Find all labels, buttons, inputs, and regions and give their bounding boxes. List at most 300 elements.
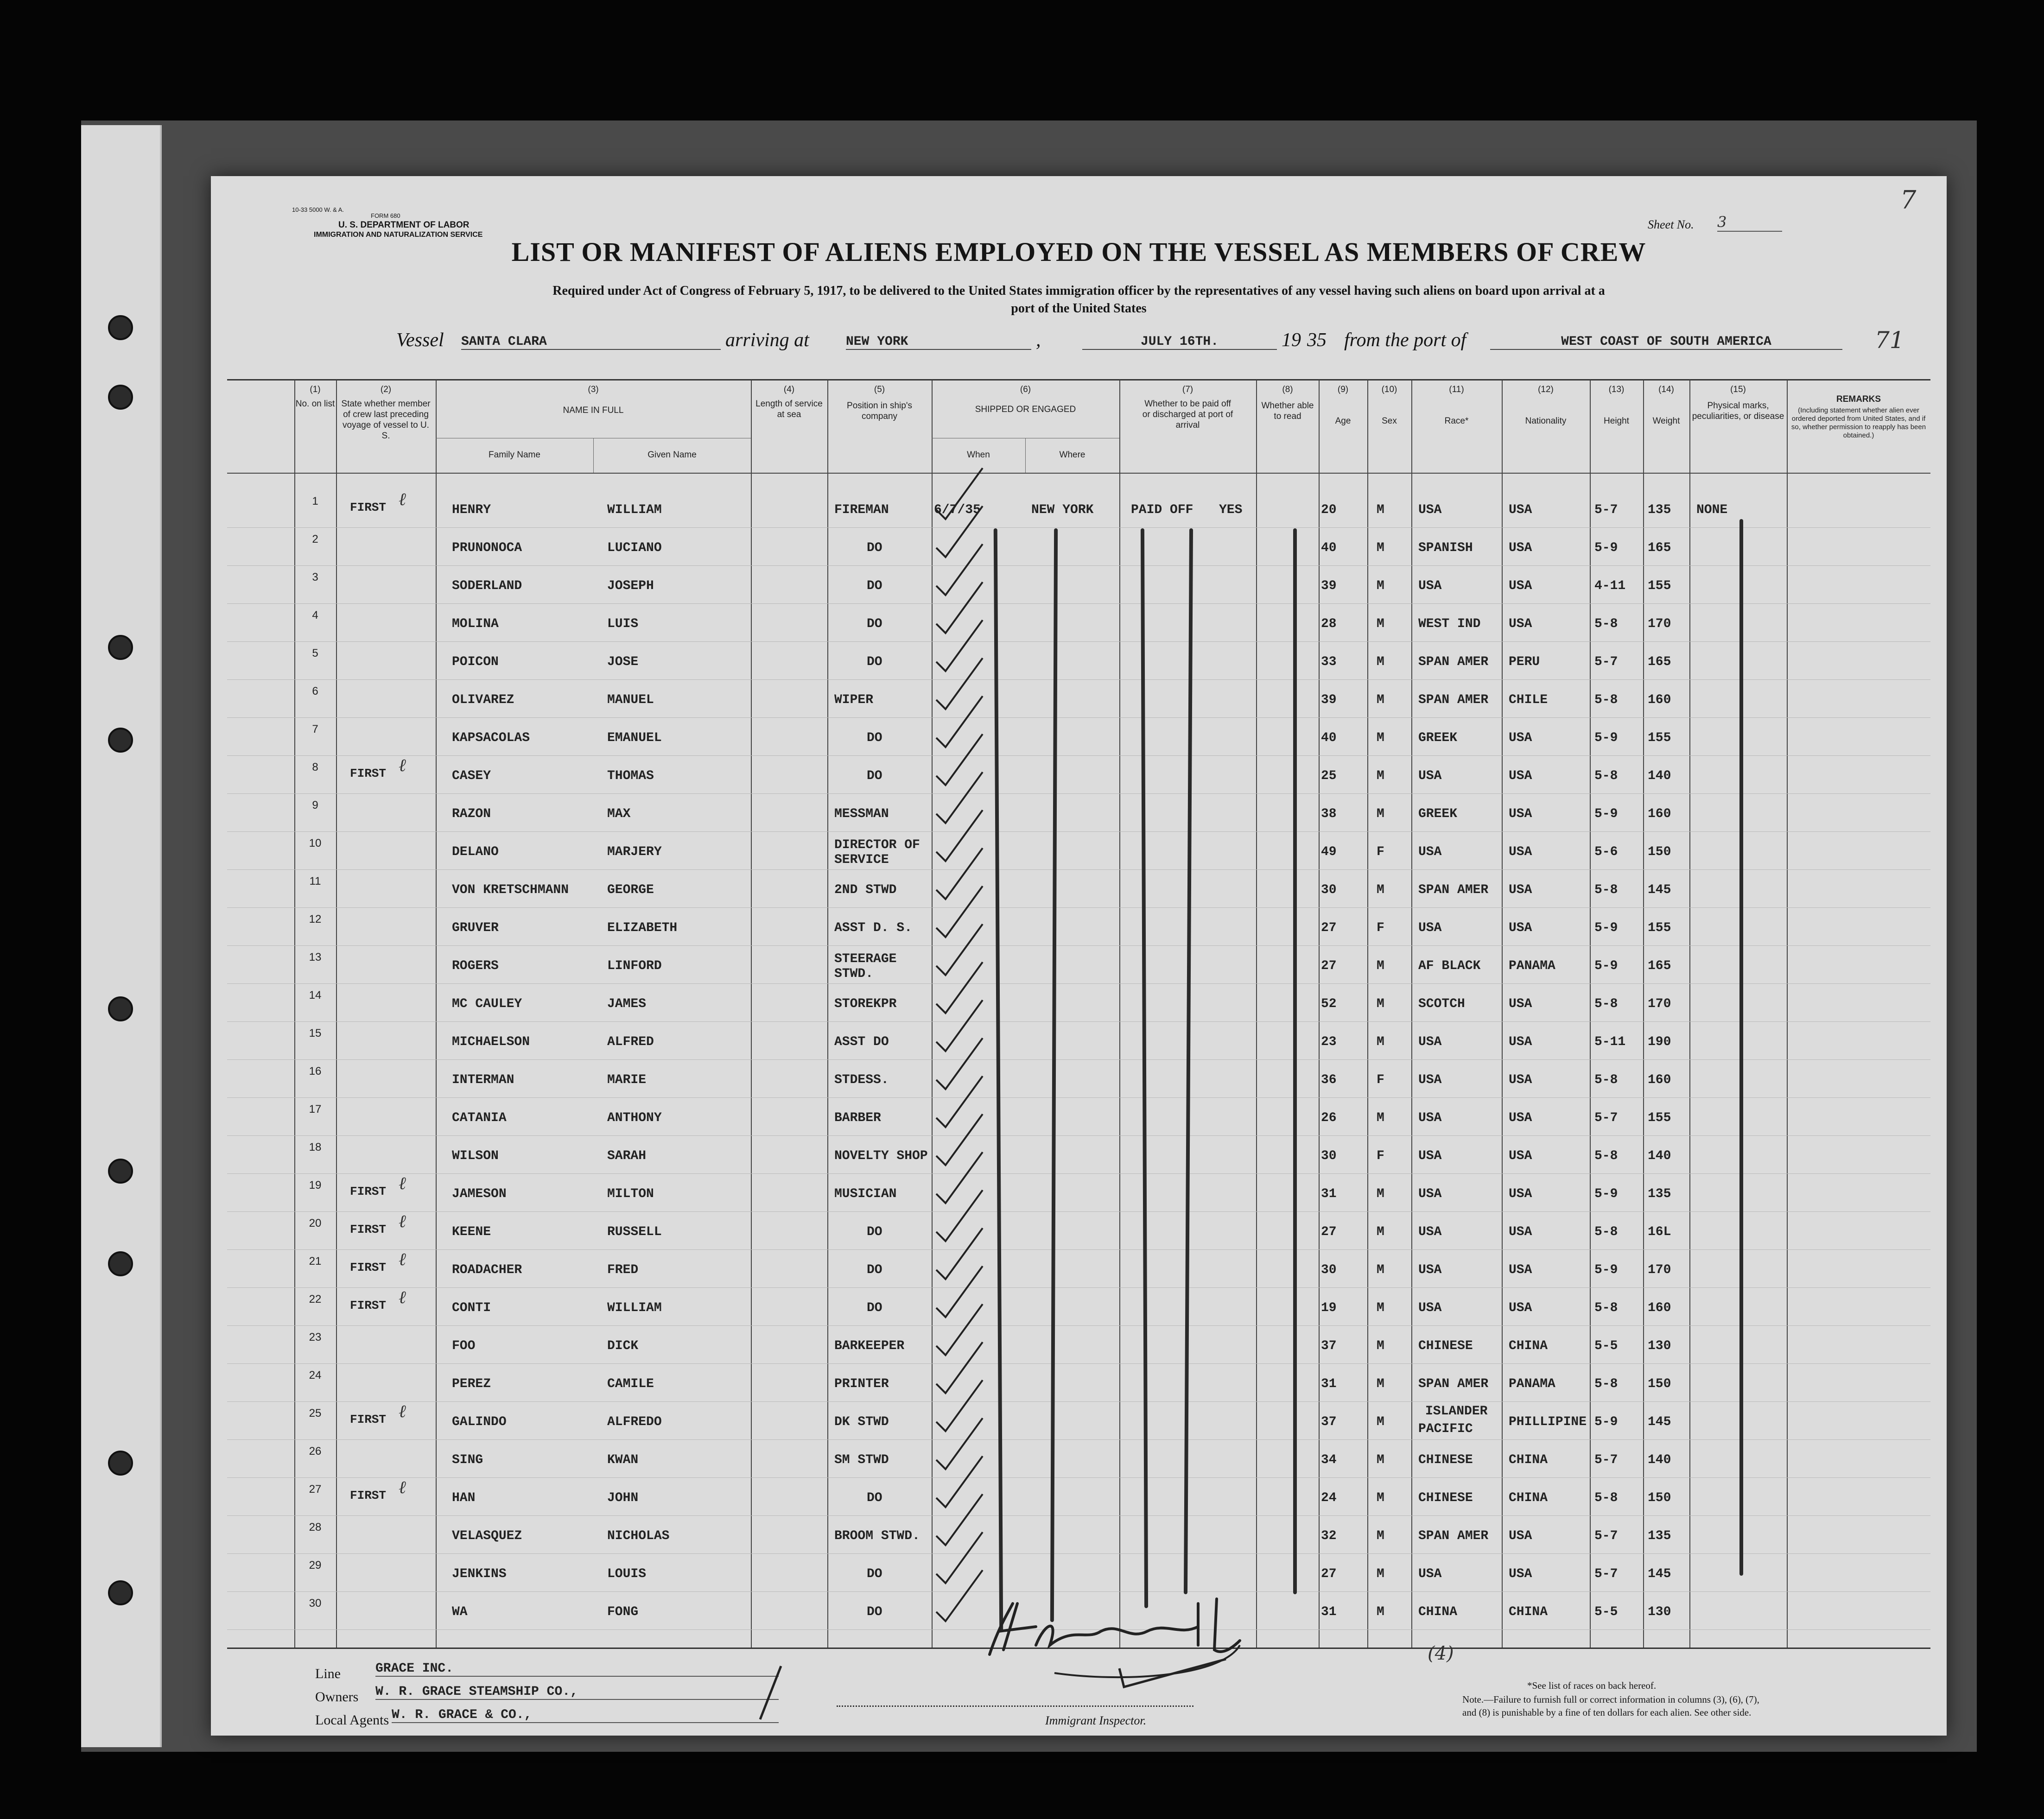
cell-weight: 16L [1648, 1225, 1671, 1239]
cell-height: 5-8 [1594, 883, 1618, 897]
cell-given: WILLIAM [607, 1301, 662, 1315]
cell-sex: M [1377, 1453, 1384, 1467]
ditto-mark-read [1293, 528, 1297, 1594]
handwritten-initial: ℓ [399, 1211, 406, 1231]
row-rule [227, 869, 1930, 870]
col-header-race: Race* [1444, 416, 1469, 426]
cell-nat: PANAMA [1509, 959, 1555, 973]
cell-family: CASEY [452, 769, 491, 783]
col-number: (5) [874, 385, 885, 394]
cell-race: USA [1418, 1567, 1442, 1581]
cell-weight: 165 [1648, 655, 1671, 669]
cell-given: ALFREDO [607, 1415, 662, 1429]
cell-family: MC CAULEY [452, 997, 522, 1011]
cell-sex: M [1377, 1263, 1384, 1277]
cell-sex: M [1377, 617, 1384, 631]
cell-position: DO [867, 1263, 882, 1277]
row-rule [227, 1477, 1930, 1478]
cell-race: CHINESE [1418, 1339, 1473, 1353]
cell-family: CONTI [452, 1301, 491, 1315]
cell-nat: PANAMA [1509, 1377, 1555, 1391]
cell-race: USA [1418, 1187, 1442, 1201]
cell-age: 34 [1321, 1453, 1337, 1467]
handwritten-initial: ℓ [399, 1173, 406, 1193]
cell-sex: F [1377, 921, 1384, 935]
cell-age: 28 [1321, 617, 1337, 631]
row-number: 4 [312, 609, 318, 621]
cell-age: 38 [1321, 807, 1337, 821]
cell-given: MARJERY [607, 845, 662, 859]
cell-race: USA [1418, 579, 1442, 593]
cell-family: KAPSACOLAS [452, 731, 530, 745]
cell-race: GREEK [1418, 731, 1458, 745]
service: IMMIGRATION AND NATURALIZATION SERVICE [314, 231, 483, 239]
cell-given: MANUEL [607, 693, 654, 707]
row-rule [227, 1439, 1930, 1440]
cell-family: HENRY [452, 503, 491, 517]
row-number: 24 [309, 1369, 322, 1382]
cell-family: SODERLAND [452, 579, 522, 593]
col-header-age: Age [1335, 416, 1351, 426]
col-number: (13) [1608, 385, 1625, 394]
cell-weight: 160 [1648, 1301, 1671, 1315]
row-rule [227, 527, 1930, 528]
row-number: 17 [309, 1103, 322, 1115]
punch-hole [108, 635, 133, 660]
cell-weight: 155 [1648, 579, 1671, 593]
cell-weight: 145 [1648, 1567, 1671, 1581]
row-rule [227, 1249, 1930, 1250]
cell-height: 5-5 [1594, 1339, 1618, 1353]
cell-position: SM STWD [834, 1453, 889, 1467]
last-voyage-value: FIRST [350, 1489, 387, 1502]
cell-height: 5-8 [1594, 769, 1618, 783]
col-number: (7) [1182, 385, 1193, 394]
cell-position: DO [867, 541, 882, 555]
col-number: (3) [588, 385, 599, 394]
row-number: 27 [309, 1483, 322, 1496]
cell-sex: M [1377, 1605, 1384, 1619]
ditto-mark-paid [1141, 528, 1148, 1608]
handwritten-initial: ℓ [399, 755, 406, 775]
cell-height: 5-8 [1594, 693, 1618, 707]
cell-height: 5-8 [1594, 1149, 1618, 1163]
cell-nat: USA [1509, 1111, 1532, 1125]
cell-family: SING [452, 1453, 483, 1467]
inspector-signature-line [837, 1705, 1193, 1707]
cell-position: NOVELTY SHOP [834, 1149, 928, 1163]
cell-race: USA [1418, 1073, 1442, 1087]
row-number: 30 [309, 1597, 322, 1610]
cell-race: AF BLACK [1418, 959, 1481, 973]
punch-hole [108, 996, 133, 1021]
cell-nat: USA [1509, 807, 1532, 821]
cell-given: ALFRED [607, 1035, 654, 1049]
corner-mark: 7 [1900, 185, 1917, 215]
cell-weight: 150 [1648, 1377, 1671, 1391]
check-mark-icon [934, 1568, 985, 1623]
cell-given: MAX [607, 807, 631, 821]
arrival-date: JULY 16TH. [1082, 335, 1277, 350]
cell-race: USA [1418, 845, 1442, 859]
cell-sex: M [1377, 807, 1384, 821]
cell-weight: 190 [1648, 1035, 1671, 1049]
cell-position: BARBER [834, 1111, 881, 1125]
cell-age: 37 [1321, 1339, 1337, 1353]
cell-family: WA [452, 1605, 468, 1619]
cell-height: 5-8 [1594, 617, 1618, 631]
handwritten-initial: ℓ [399, 1249, 406, 1269]
cell-position: DO [867, 1567, 882, 1581]
cell-sex: M [1377, 1377, 1384, 1391]
cell-position: DO [867, 617, 882, 631]
col-header-remarks-detail: (Including statement whether alien ever ordered deported from United States, and if so, whether permission to reapply has been obtained.) [1791, 406, 1926, 439]
cell-nat: PHILLIPINE [1509, 1415, 1587, 1429]
binder-strip [81, 125, 162, 1747]
cell-weight: 160 [1648, 1073, 1671, 1087]
row-rule [227, 1021, 1930, 1022]
cell-race: WEST IND [1418, 617, 1481, 631]
cell-height: 5-9 [1594, 731, 1618, 745]
vessel-name: SANTA CLARA [461, 335, 721, 350]
row-rule [227, 793, 1930, 794]
cell-weight: 155 [1648, 1111, 1671, 1125]
col-header-last-voyage: State whether member of crew last preceding voyage of vessel to U. S. [341, 399, 431, 441]
cell-position: WIPER [834, 693, 874, 707]
cell-weight: 150 [1648, 845, 1671, 859]
arriving-label: arriving at [725, 330, 809, 351]
cell-nat: CHINA [1509, 1453, 1548, 1467]
row-number: 7 [312, 723, 318, 735]
cell-given: FONG [607, 1605, 639, 1619]
cell-weight: 155 [1648, 731, 1671, 745]
cell-given: ANTHONY [607, 1111, 662, 1125]
punch-hole [108, 385, 133, 410]
cell-family: WILSON [452, 1149, 499, 1163]
last-voyage-value: FIRST [350, 1413, 387, 1426]
ditto-mark-when [994, 528, 1003, 1631]
cell-given: MARIE [607, 1073, 647, 1087]
cell-weight: 130 [1648, 1339, 1671, 1353]
cell-family: GRUVER [452, 921, 499, 935]
row-rule [227, 1287, 1930, 1288]
vessel-label: Vessel [396, 330, 444, 351]
table-top-rule [227, 379, 1930, 380]
agents-label: Local Agents [315, 1712, 389, 1728]
handwritten-initial: ℓ [399, 1477, 406, 1497]
subtitle-line2: port of the United States [1011, 301, 1147, 316]
cell-age: 36 [1321, 1073, 1337, 1087]
cell-when: 6/7/35 [934, 503, 981, 517]
cell-given: JOSEPH [607, 579, 654, 593]
cell-nat: USA [1509, 769, 1532, 783]
cell-family: JAMESON [452, 1187, 507, 1201]
cell-position: FIREMAN [834, 503, 889, 517]
cell-weight: 160 [1648, 807, 1671, 821]
col-number: (8) [1282, 385, 1293, 394]
cell-weight: 170 [1648, 617, 1671, 631]
row-number: 23 [309, 1331, 322, 1344]
note-line2: and (8) is punishable by a fine of ten dollars for each alien. See other side. [1462, 1707, 1752, 1718]
cell-sex: M [1377, 769, 1384, 783]
cell-nat: USA [1509, 541, 1532, 555]
row-number: 11 [309, 875, 321, 887]
col-header-family: Family Name [489, 450, 540, 460]
cell-nat: USA [1509, 1073, 1532, 1087]
cell-race: CHINA [1418, 1605, 1458, 1619]
cell-height: 5-9 [1594, 1263, 1618, 1277]
cell-family: CATANIA [452, 1111, 507, 1125]
cell-age: 20 [1321, 503, 1337, 517]
cell-weight: 135 [1648, 503, 1671, 517]
row-rule [227, 1553, 1930, 1554]
cell-family: PRUNONOCA [452, 541, 522, 555]
cell-position: BROOM STWD. [834, 1529, 920, 1543]
cell-weight: 130 [1648, 1605, 1671, 1619]
cell-nat: USA [1509, 731, 1532, 745]
cell-height: 5-7 [1594, 1111, 1618, 1125]
cell-height: 5-8 [1594, 1225, 1618, 1239]
cell-age: 19 [1321, 1301, 1337, 1315]
cell-given: RUSSELL [607, 1225, 662, 1239]
cell-family: OLIVAREZ [452, 693, 514, 707]
cell-sex: M [1377, 655, 1384, 669]
department: U. S. DEPARTMENT OF LABOR [338, 220, 470, 230]
row-number: 2 [312, 533, 318, 545]
cell-given: WILLIAM [607, 503, 662, 517]
cell-family: POICON [452, 655, 499, 669]
cell-given: KWAN [607, 1453, 639, 1467]
cell-weight: 135 [1648, 1187, 1671, 1201]
cell-weight: 170 [1648, 1263, 1671, 1277]
cell-sex: M [1377, 541, 1384, 555]
cell-age: 40 [1321, 731, 1337, 745]
cell-weight: 160 [1648, 693, 1671, 707]
cell-age: 24 [1321, 1491, 1337, 1505]
cell-race: SCOTCH [1418, 997, 1465, 1011]
ditto-mark-paid-2 [1184, 528, 1193, 1594]
cell-age: 52 [1321, 997, 1337, 1011]
cell-weight: 150 [1648, 1491, 1671, 1505]
cell-position: DK STWD [834, 1415, 889, 1429]
col-number: (10) [1381, 385, 1397, 394]
cell-sex: M [1377, 1491, 1384, 1505]
row-number: 6 [312, 685, 318, 697]
row-rule [227, 1515, 1930, 1516]
cell-sex: M [1377, 693, 1384, 707]
cell-sex: F [1377, 1073, 1384, 1087]
cell-nat: USA [1509, 845, 1532, 859]
cell-given: FRED [607, 1263, 639, 1277]
cell-age: 23 [1321, 1035, 1337, 1049]
cell-position: 2ND STWD [834, 883, 897, 897]
cell-age: 31 [1321, 1187, 1337, 1201]
cell-age: 26 [1321, 1111, 1337, 1125]
cell-race: USA [1418, 1035, 1442, 1049]
row-number: 25 [309, 1407, 322, 1420]
cell-given: GEORGE [607, 883, 654, 897]
col-header-when: When [967, 450, 990, 460]
punch-hole [108, 1159, 133, 1184]
col-header-where: Where [1059, 450, 1085, 460]
note-line1: Note.—Failure to furnish full or correct information in columns (3), (6), (7), [1462, 1694, 1759, 1705]
cell-weight: 165 [1648, 959, 1671, 973]
cell-age: 32 [1321, 1529, 1337, 1543]
cell-nat: CHINA [1509, 1339, 1548, 1353]
punch-hole [108, 1251, 133, 1276]
col-header-read: Whether able to read [1261, 401, 1314, 421]
row-rule [227, 1325, 1930, 1326]
col-number: (6) [1020, 385, 1031, 394]
cell-weight: 170 [1648, 997, 1671, 1011]
cell-race: GREEK [1418, 807, 1458, 821]
row-number: 16 [309, 1065, 322, 1077]
cell-position: BARKEEPER [834, 1339, 905, 1353]
cell-weight: 165 [1648, 541, 1671, 555]
cell-race: SPAN AMER [1418, 883, 1489, 897]
cell-given: THOMAS [607, 769, 654, 783]
cell-position-line2: STWD. [834, 967, 874, 981]
cell-nat: USA [1509, 1567, 1532, 1581]
last-voyage-value: FIRST [350, 1261, 387, 1274]
agents-value: W. R. GRACE & CO., [392, 1708, 779, 1723]
line-label: Line [315, 1666, 341, 1681]
row-number: 9 [312, 799, 318, 811]
col-header-height: Height [1604, 416, 1629, 426]
cell-nat: USA [1509, 997, 1532, 1011]
last-voyage-value: FIRST [350, 1299, 387, 1312]
row-rule [227, 679, 1930, 680]
cell-age: 37 [1321, 1415, 1337, 1429]
punch-hole [108, 1580, 133, 1605]
cell-given: ELIZABETH [607, 921, 678, 935]
row-number: 13 [309, 951, 322, 963]
cell-nat: PERU [1509, 655, 1540, 669]
cell-read: YES [1219, 503, 1243, 517]
sheet-number: 3 [1717, 213, 1782, 232]
cell-height: 5-8 [1594, 1491, 1618, 1505]
cell-sex: M [1377, 1187, 1384, 1201]
cell-position: MESSMAN [834, 807, 889, 821]
row-number: 22 [309, 1293, 322, 1306]
col-header-name: NAME IN FULL [563, 406, 624, 415]
cell-position: ASST DO [834, 1035, 889, 1049]
cell-given: JAMES [607, 997, 647, 1011]
cell-family: HAN [452, 1491, 476, 1505]
owners-value: W. R. GRACE STEAMSHIP CO., [375, 1685, 779, 1700]
cell-sex: M [1377, 1301, 1384, 1315]
row-number: 20 [309, 1217, 322, 1230]
row-rule [227, 1211, 1930, 1212]
cell-height: 5-8 [1594, 1301, 1618, 1315]
cell-sex: F [1377, 845, 1384, 859]
row-number: 5 [312, 647, 318, 659]
punch-hole [108, 728, 133, 753]
cell-family: VELASQUEZ [452, 1529, 522, 1543]
last-voyage-value: FIRST [350, 501, 387, 514]
cell-race: USA [1418, 503, 1442, 517]
line-value: GRACE INC. [375, 1661, 779, 1677]
cell-height: 5-5 [1594, 1605, 1618, 1619]
last-voyage-value: FIRST [350, 1185, 387, 1198]
sheet-label: Sheet No. [1648, 218, 1694, 231]
cell-age: 27 [1321, 1225, 1337, 1239]
cell-height: 5-7 [1594, 1567, 1618, 1581]
last-voyage-value: FIRST [350, 1223, 387, 1236]
cell-family: ROADACHER [452, 1263, 522, 1277]
cell-race: USA [1418, 1263, 1442, 1277]
cell-race: USA [1418, 1111, 1442, 1125]
cell-age: 49 [1321, 845, 1337, 859]
cell-race: USA [1418, 769, 1442, 783]
row-number: 28 [309, 1521, 322, 1534]
cell-age: 30 [1321, 1149, 1337, 1163]
row-rule [227, 945, 1930, 946]
cell-sex: M [1377, 1339, 1384, 1353]
cell-race: USA [1418, 1149, 1442, 1163]
cell-age: 40 [1321, 541, 1337, 555]
row-rule [227, 755, 1930, 756]
cell-where: NEW YORK [1031, 503, 1094, 517]
cell-height: 5-9 [1594, 959, 1618, 973]
cell-age: 30 [1321, 883, 1337, 897]
row-number: 8 [312, 761, 318, 773]
col-number: (15) [1730, 385, 1746, 394]
cell-given: CAMILE [607, 1377, 654, 1391]
cell-height: 5-7 [1594, 1529, 1618, 1543]
cell-family: GALINDO [452, 1415, 507, 1429]
cell-height: 5-9 [1594, 921, 1618, 935]
cell-race: SPAN AMER [1418, 693, 1489, 707]
cell-height: 5-9 [1594, 807, 1618, 821]
cell-given: SARAH [607, 1149, 647, 1163]
cell-nat: USA [1509, 1225, 1532, 1239]
cell-sex: M [1377, 731, 1384, 745]
handwritten-initial: ℓ [399, 1287, 406, 1307]
cell-height: 5-9 [1594, 1415, 1618, 1429]
row-number: 12 [309, 913, 322, 925]
cell-race: CHINESE [1418, 1453, 1473, 1467]
row-number: 15 [309, 1027, 322, 1039]
col-number: (1) [310, 385, 321, 394]
cell-age: 31 [1321, 1605, 1337, 1619]
cell-race: USA [1418, 921, 1442, 935]
cell-age: 27 [1321, 921, 1337, 935]
cell-position: DO [867, 731, 882, 745]
cell-nat: USA [1509, 579, 1532, 593]
row-number: 18 [309, 1141, 322, 1154]
cell-race: SPAN AMER [1418, 1529, 1489, 1543]
cell-nat: USA [1509, 921, 1532, 935]
col-header-weight: Weight [1652, 416, 1680, 426]
cell-sex: M [1377, 1529, 1384, 1543]
cell-sex: M [1377, 503, 1384, 517]
cell-nat: USA [1509, 883, 1532, 897]
cell-age: 31 [1321, 1377, 1337, 1391]
cell-position: DO [867, 1225, 882, 1239]
cell-weight: 145 [1648, 883, 1671, 897]
col-header-service: Length of service at sea [755, 399, 823, 419]
cell-position: ASST D. S. [834, 921, 913, 935]
cell-age: 25 [1321, 769, 1337, 783]
inspector-label: Immigrant Inspector. [1045, 1714, 1147, 1727]
row-rule [227, 1135, 1930, 1136]
cell-height: 5-9 [1594, 541, 1618, 555]
subtitle-line1: Required under Act of Congress of February 5, 1917, to be delivered to the United States immigration officer by the representatives of any vessel having such aliens on board upon arrival at a [552, 284, 1605, 298]
row-number: 21 [309, 1255, 322, 1268]
punch-hole [108, 315, 133, 340]
cell-sex: M [1377, 1035, 1384, 1049]
